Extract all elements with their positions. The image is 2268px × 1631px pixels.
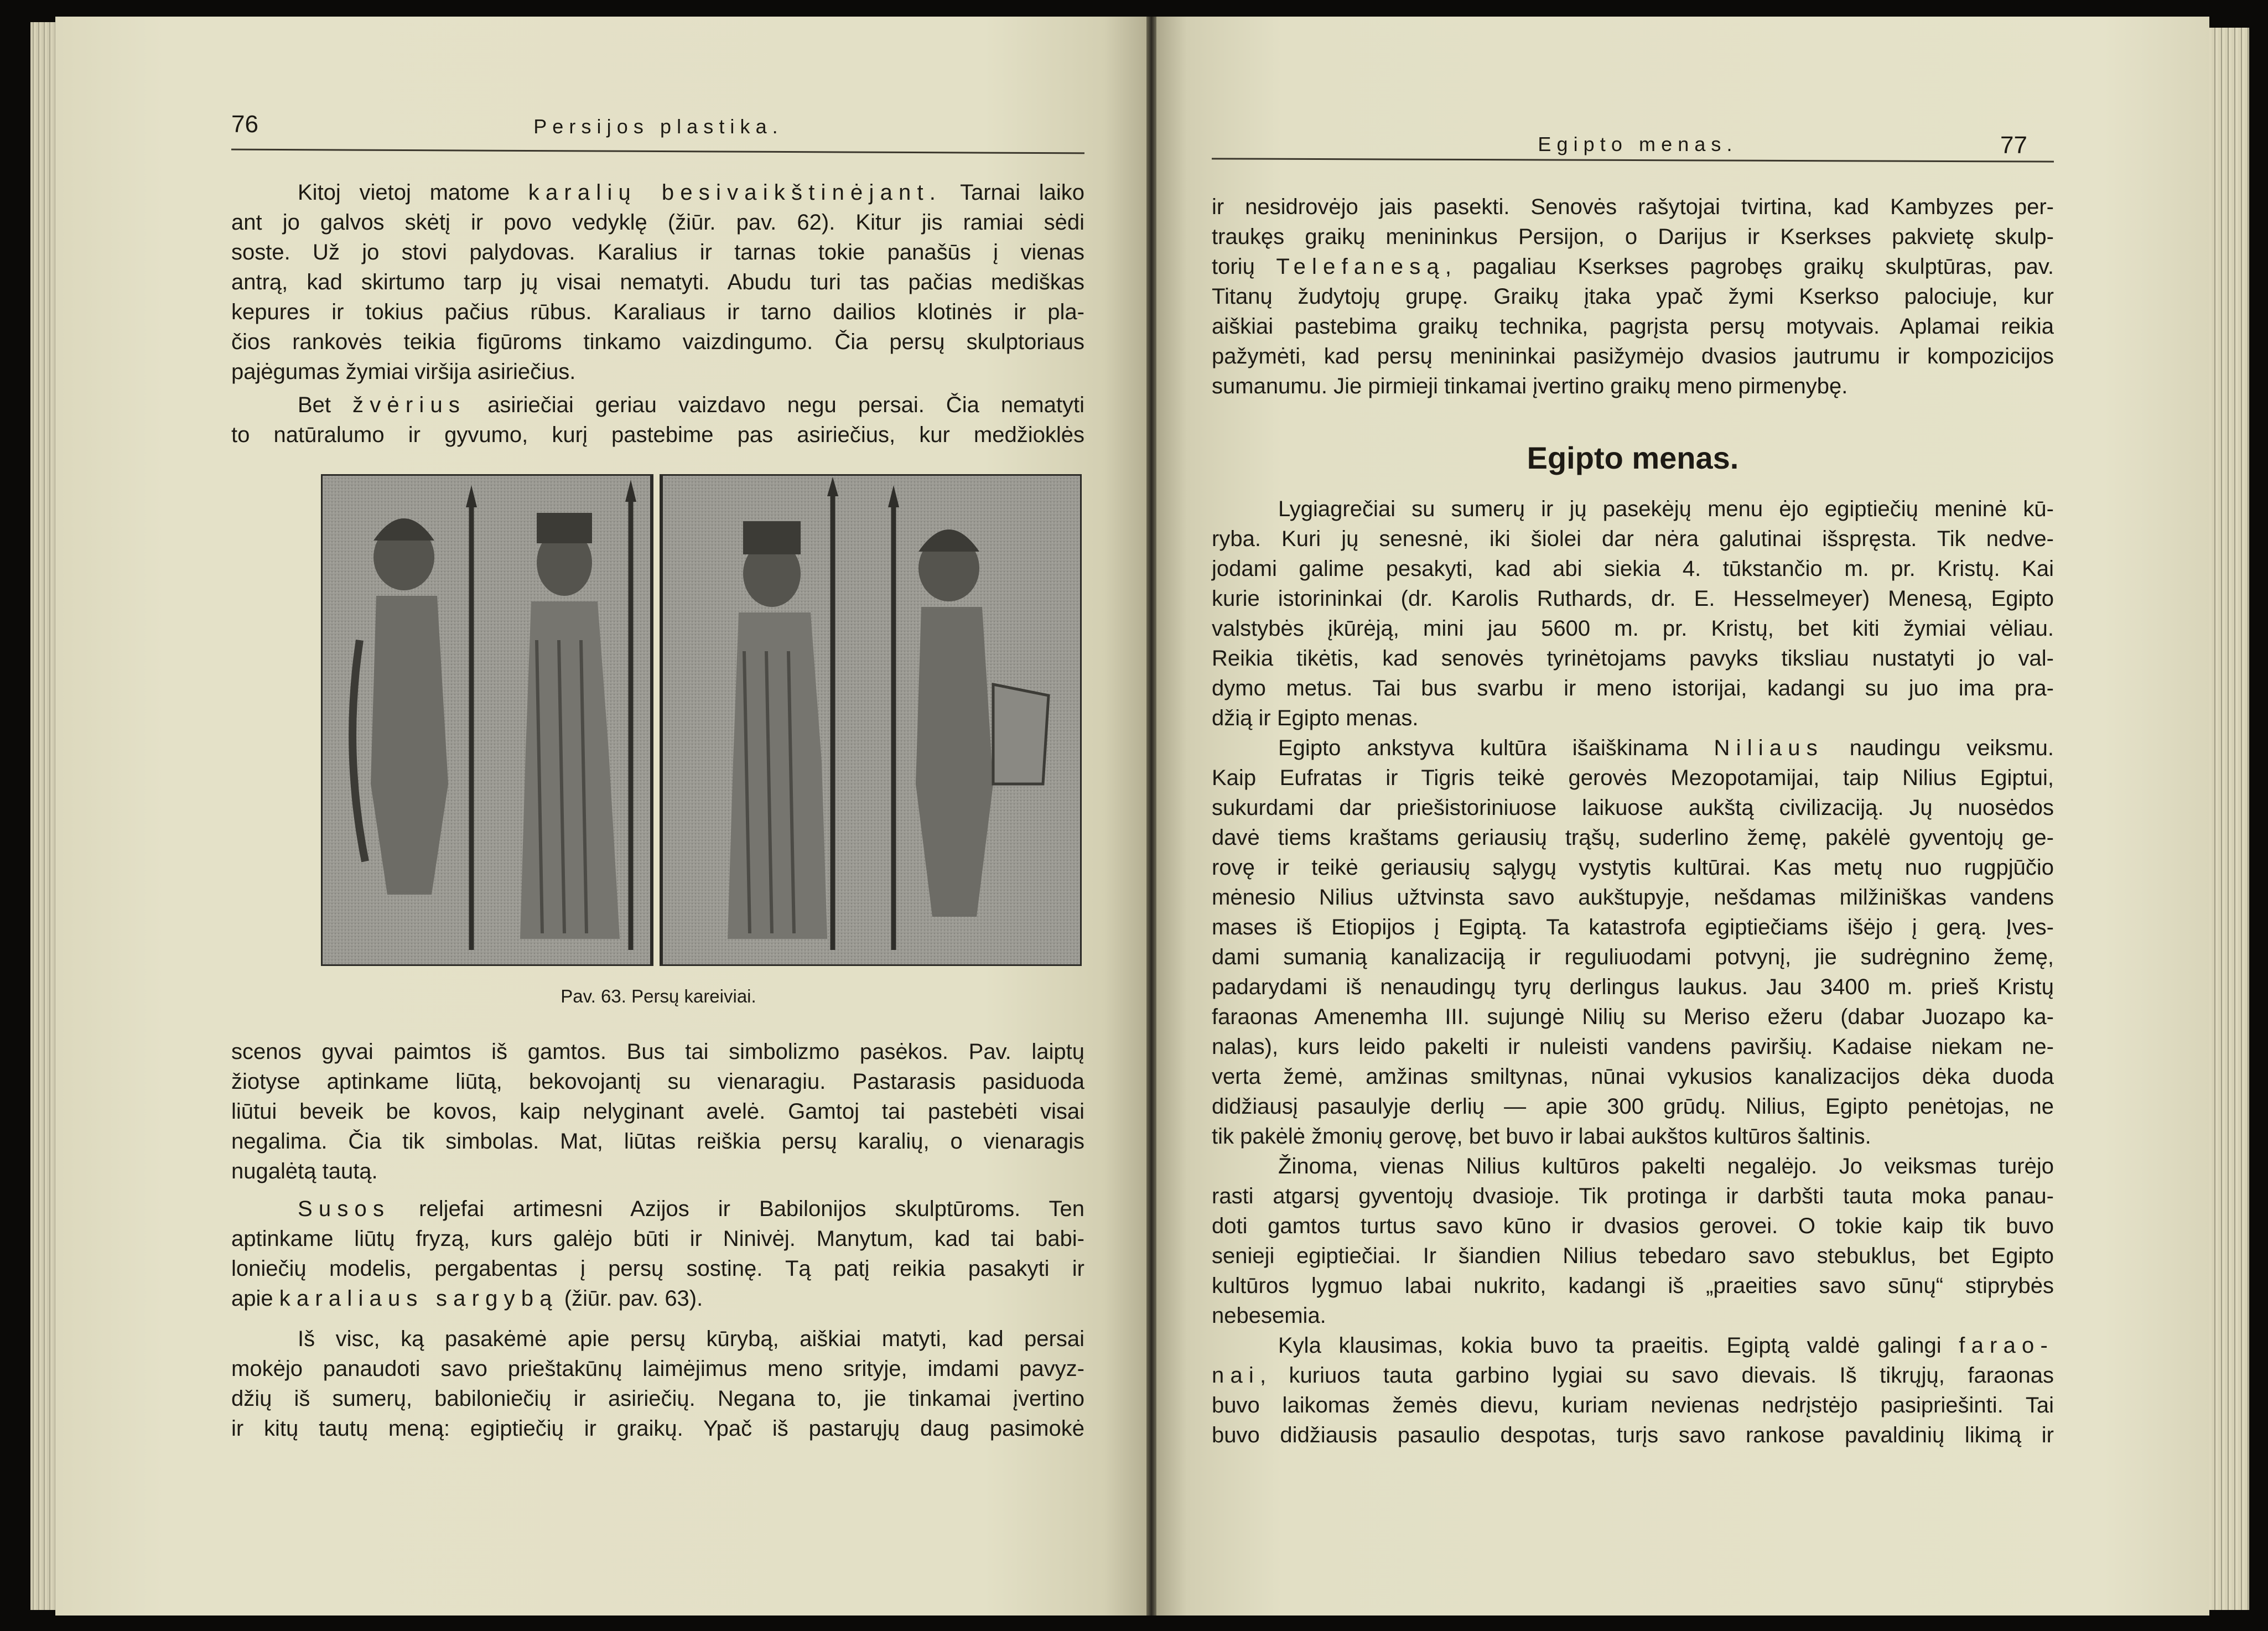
running-head-right: Egipto menas. xyxy=(1538,133,1738,155)
text-line: džią ir Egipto menas. xyxy=(1212,706,1419,730)
text-line: Kitoj vietoj matome karalių besivaikštinėjant. Tarnai laiko xyxy=(298,180,1084,205)
text-line: Reikia tikėtis, kad senovės tyrinėtojams pavyks tiksliau nustatyti jo val- xyxy=(1212,646,2054,671)
text-line: buvo didžiausis pasaulio despotas, turįs savo rankose pavaldinių likimą ir xyxy=(1212,1423,2054,1447)
text-line: antrą, kad skirtumo tarp jų visai nematyti. Abudu turi tas pačias mediškas xyxy=(231,270,1084,294)
text-line: aptinkame liūtų fryzą, kurs galėjo būti ir Ninivėj. Manytum, kad tai babi- xyxy=(231,1227,1084,1251)
text-line: Kyla klausimas, kokia buvo ta praeitis. Egiptą valdė galingi farao- xyxy=(1278,1333,2054,1358)
text-line: ir nesidrovėjo jais pasekti. Senovės rašytojai tvirtina, kad Kambyzes per- xyxy=(1212,195,2054,219)
text-line: ir kitų tautų meną: egiptiečių ir graikų. Ypač iš pastarųjų daug pasimokė xyxy=(231,1416,1084,1441)
text-line: jodami galime pesakyti, kad abi siekia 4. tūkstančio m. pr. Kristų. Kai xyxy=(1212,557,2054,581)
running-head-left: Persijos plastika. xyxy=(533,115,783,138)
text-line: kultūros lygmuo labai nukrito, kadangi iš „praeities savo sūnų“ stiprybės xyxy=(1212,1274,2054,1298)
paragraph xyxy=(231,1037,1084,1186)
paragraph xyxy=(1212,733,2054,1151)
emphasized-text: Telefanesą xyxy=(1276,254,1445,279)
text-line: tik pakėlė žmonių gerovę, bet buvo ir labai aukštos kultūros šaltinis. xyxy=(1212,1124,1871,1149)
page-number-right: 77 xyxy=(2000,132,2027,159)
paragraph xyxy=(231,178,1084,387)
text-line: buvo laikomas žemės dievu, kuriam nevienas nedrįstėjo pasipriešinti. Tai xyxy=(1212,1393,2054,1417)
figure-persian-soldiers-relief xyxy=(321,474,1082,966)
text-line: davė tiems kraštams geriausių trąšų, suderlino žemę, pakėlė gyventojų ge- xyxy=(1212,825,2054,850)
text-line: torių Telefanesą, pagaliau Kserkses pagrobęs graikų skulptūras, pav. xyxy=(1212,254,2054,279)
text-line: ant jo galvos skėtį ir povo vedyklę (žiūr. pav. 62). Kitur jis ramiai sėdi xyxy=(231,210,1084,235)
emphasized-text: farao- xyxy=(1959,1333,2054,1358)
text-line: faraonas Amenemha III. sujungė Nilių su Meriso ežeru (dabar Juozapo ka- xyxy=(1212,1005,2054,1029)
paragraph xyxy=(1212,1151,2054,1331)
text-line: Egipto ankstyva kultūra išaiškinama Niliaus naudingu veiksmu. xyxy=(1278,736,2054,760)
text-line: negalima. Čia tik simbolas. Mat, liūtas reiškia persų karalių, o vienaragis xyxy=(231,1129,1084,1154)
text-line: Lygiagrečiai su sumerų ir jų pasekėjų menu ėjo egiptiečių meninė kū- xyxy=(1278,497,2054,521)
emphasized-text: karalių besivaikštinėjant. xyxy=(528,180,942,205)
emphasized-text: Susos xyxy=(298,1197,391,1221)
emphasized-text: žvėrius xyxy=(352,393,466,417)
text-line: Kaip Eufratas ir Tigris teikė gerovės Mezopotamijai, taip Nilius Egiptui, xyxy=(1212,766,2054,790)
text-line: sumanumu. Jie pirmieji tinkamai įvertino graikų meno pirmenybę. xyxy=(1212,374,1848,398)
text-line: liūtui beveik be kovos, kaip nelyginant avelė. Gamtoj tai pastebėti visai xyxy=(231,1099,1084,1124)
emphasized-text: nai xyxy=(1212,1363,1260,1388)
book-gutter xyxy=(1146,17,1156,1616)
text-line: aiškiai pastebima graikų technika, pagrįsta persų motyvais. Aplamai reikia xyxy=(1212,314,2054,339)
text-line: mėnesio Nilius užtvinsta savo aukštupyje, nešdamas milžiniškas vandens xyxy=(1212,885,2054,910)
text-line: mases iš Etiopijos į Egiptą. Ta katastrofa egiptiečiams išėjo į gerą. Įves- xyxy=(1212,915,2054,939)
text-line: didžiausį pasaulyje derlių — apie 300 grūdų. Nilius, Egipto penėtojas, ne xyxy=(1212,1094,2054,1119)
text-line: pajėgumas žymiai viršija asiriečius. xyxy=(231,360,576,384)
text-line: dymo metus. Tai bus svarbu ir meno istorijai, kadangi su juo ima pra- xyxy=(1212,676,2054,700)
text-line: apie karaliaus sargybą (žiūr. pav. 63). xyxy=(231,1286,703,1311)
relief-panel-right xyxy=(661,474,1082,966)
text-line: rovę ir teikė geriausių sąlygų vystytis kultūrai. Kas metų nuo rugpjūčio xyxy=(1212,855,2054,880)
text-line: Titanų žudytojų grupę. Graikų įtaka ypač žymi Kserkso palociuje, kur xyxy=(1212,284,2054,309)
text-line: Susos reljefai artimesni Azijos ir Babilonijos skulptūroms. Ten xyxy=(298,1197,1084,1221)
paragraph xyxy=(231,1324,1084,1443)
text-line: padarydami iš nenaudingų tyrų derlingus laukus. Jau 3400 m. prieš Kristų xyxy=(1212,975,2054,999)
text-line: loniečių modelis, pergabentas į persų sostinę. Tą patį reikia pasakyti ir xyxy=(231,1256,1084,1281)
emphasized-text: Niliaus xyxy=(1714,736,1824,760)
text-line: mokėjo panaudoti savo prieštakūnų laimėjimus meno srityje, imdami pavyz- xyxy=(231,1357,1084,1381)
text-line: scenos gyvai paimtos iš gamtos. Bus tai simbolizmo pasėkos. Pav. laiptų xyxy=(231,1040,1084,1064)
emphasized-text: karaliaus sargybą xyxy=(279,1286,558,1311)
section-heading: Egipto menas. xyxy=(1527,440,1739,475)
text-line: rasti atgarsį gyventojų dvasioje. Tik protinga ir darbšti tauta moka panau- xyxy=(1212,1184,2054,1208)
paragraph xyxy=(231,1194,1084,1313)
relief-panel-left xyxy=(321,474,652,966)
text-line: džių iš sumerų, babiloniečių ir asiriečių. Negana to, jie tinkamai įvertino xyxy=(231,1386,1084,1411)
text-line: Bet žvėrius asiriečiai geriau vaizdavo negu persai. Čia nematyti xyxy=(298,393,1084,417)
text-line: Iš visc, ką pasakėmė apie persų kūrybą, aiškiai matyti, kad persai xyxy=(298,1327,1084,1351)
text-line: nebesemia. xyxy=(1212,1303,1326,1328)
text-line: to natūralumo ir gyvumo, kurį pastebime pas asiriečius, kur medžioklės xyxy=(231,423,1084,447)
text-line: soste. Už jo stovi palydovas. Karalius ir tarnas tokie panašūs į vienas xyxy=(231,240,1084,264)
paragraph xyxy=(231,390,1084,450)
paragraph xyxy=(1212,494,2054,733)
text-line: nai, kuriuos tauta garbino lygiai su savo dievais. Iš tikrųjų, faraonas xyxy=(1212,1363,2054,1388)
text-line: kepures ir tokius pačius rūbus. Karaliaus ir tarno dailios klotinės ir pla- xyxy=(231,300,1084,324)
text-line: nalas), kurs leido pakelti ir nuleisti vandens paviršių. Kadaise niekam ne- xyxy=(1212,1035,2054,1059)
text-line: ryba. Kuri jų senesnė, iki šiolei dar nėra galutinai išspręsta. Tik nedve- xyxy=(1212,527,2054,551)
paragraph xyxy=(1212,1331,2054,1450)
text-line: traukęs graikų menininkus Persijon, o Darijus ir Kserkses pakvietę skulp- xyxy=(1212,225,2054,249)
text-line: čios rankovės teikia figūroms tinkamo vaizdingumo. Čia persų skulptoriaus xyxy=(231,330,1084,354)
text-line: žiotyse aptinkame liūtą, bekovojantį su vienaragiu. Pastarasis pasiduoda xyxy=(231,1069,1084,1094)
paragraph xyxy=(1212,192,2054,401)
text-line: sukurdami dar priešistoriniuose laikuose aukštą civilizaciją. Jų nuosėdos xyxy=(1212,796,2054,820)
text-line: dami sumanią kanalizaciją ir reguliuodami potvynį, jie sudrėgnino žemę, xyxy=(1212,945,2054,969)
text-line: nugalėtą tautą. xyxy=(231,1159,378,1183)
figure-caption: Pav. 63. Persų kareiviai. xyxy=(560,986,756,1006)
page-number-left: 76 xyxy=(231,111,258,138)
text-line: kurie istorininkai (dr. Karolis Ruthards, dr. E. Hesselmeyer) Menesą, Egipto xyxy=(1212,586,2054,611)
text-line: senieji egiptiečiai. Ir šiandien Nilius tebedaro savo stebuklus, bet Egipto xyxy=(1212,1244,2054,1268)
text-line: pažymėti, kad persų menininkai pasižymėjo dvasios jautrumu ir kompozicijos xyxy=(1212,344,2054,368)
text-line: doti gamtos turtus savo kūno ir dvasios gerovei. O tokie kaip tik buvo xyxy=(1212,1214,2054,1238)
page-stack-edge-right xyxy=(2205,28,2249,1610)
text-line: Žinoma, vienas Nilius kultūros pakelti negalėjo. Jo veiksmas turėjo xyxy=(1278,1154,2054,1178)
text-line: verta žemė, amžinas smiltynas, nūnai vykusios kanalizacijos dėka duoda xyxy=(1212,1064,2054,1089)
text-line: valstybės įkūrėją, mini jau 5600 m. pr. Kristų, bet kiti žymiai vėliau. xyxy=(1212,616,2054,641)
